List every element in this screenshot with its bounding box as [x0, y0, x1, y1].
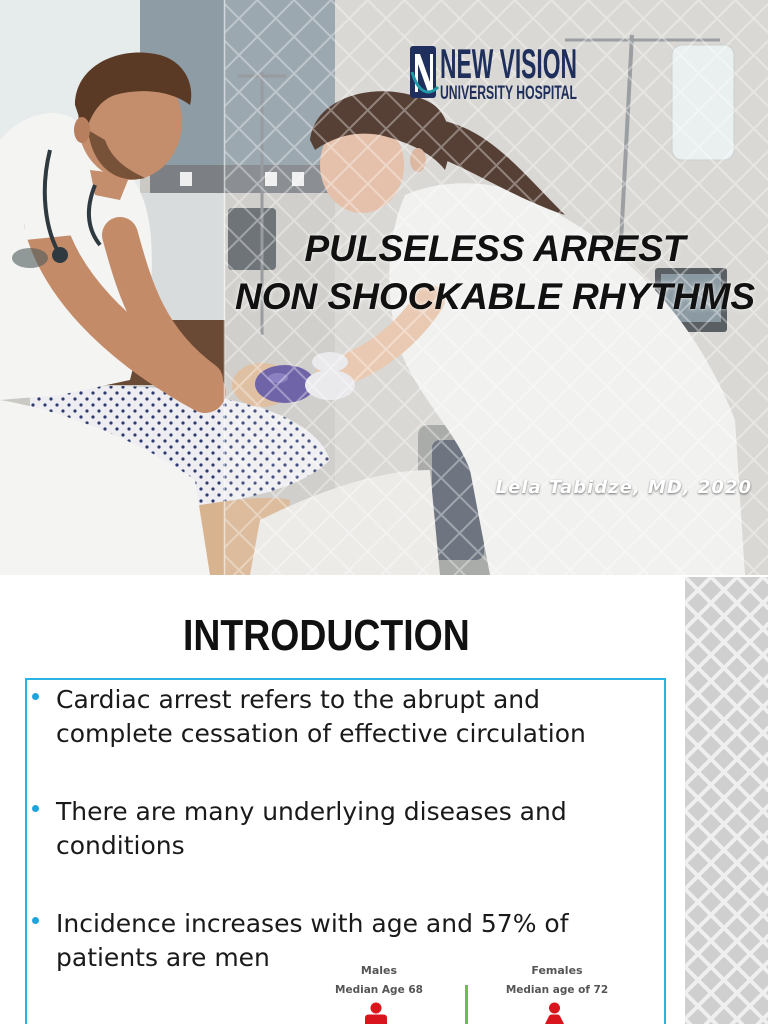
slide-author: Lela Tabidze, MD, 2020 [495, 477, 752, 498]
bullet-item [56, 683, 586, 751]
infographic-males-median: Median Age 68 [335, 984, 423, 996]
infographic-males-label: Males [360, 964, 398, 977]
bullet-text-line: complete cessation of effective circulation [56, 719, 586, 748]
slide-side-pattern [685, 577, 768, 1024]
slide-title-line: NON SHOCKABLE RHYTHMS [234, 276, 756, 317]
photo-outlet [180, 172, 192, 186]
person-body [365, 1015, 387, 1024]
introduction-slide [0, 576, 768, 1024]
female-person-icon [541, 1002, 568, 1024]
bullet-text-line: conditions [56, 831, 185, 860]
bullet-text-line: patients are men [56, 943, 270, 972]
photo-male-nurse-ear [74, 117, 90, 143]
logo-name-line2: UNIVERSITY HOSPITAL [440, 83, 578, 104]
photo-male-nurse-tattoo [12, 248, 48, 268]
infographic-females-median: Median age of 72 [505, 984, 609, 996]
bullet-marker [32, 693, 39, 700]
bullet-marker [32, 917, 39, 924]
male-person-icon [362, 1002, 390, 1024]
slide-title-line: PULSELESS ARREST [304, 228, 686, 269]
bullet-item [56, 907, 569, 975]
person-head [549, 1003, 560, 1014]
bullet-text-line: Cardiac arrest refers to the abrupt and [56, 685, 541, 714]
logo-name-line1: NEW VISION [440, 40, 577, 87]
bullet-item [56, 795, 567, 863]
infographic-females-label: Females [531, 964, 583, 977]
bullet-text-line: Incidence increases with age and 57% of [56, 909, 569, 938]
bullet-text-line: There are many underlying diseases and [56, 797, 567, 826]
photo-stethoscope-chestpiece [52, 247, 68, 263]
hospital-logo [408, 42, 580, 102]
person-body [545, 1015, 564, 1024]
bullet-marker [32, 805, 39, 812]
slide-title [230, 225, 760, 321]
person-head [371, 1003, 382, 1014]
infographic-divider [465, 985, 468, 1024]
slide-heading: INTRODUCTION [183, 611, 470, 660]
